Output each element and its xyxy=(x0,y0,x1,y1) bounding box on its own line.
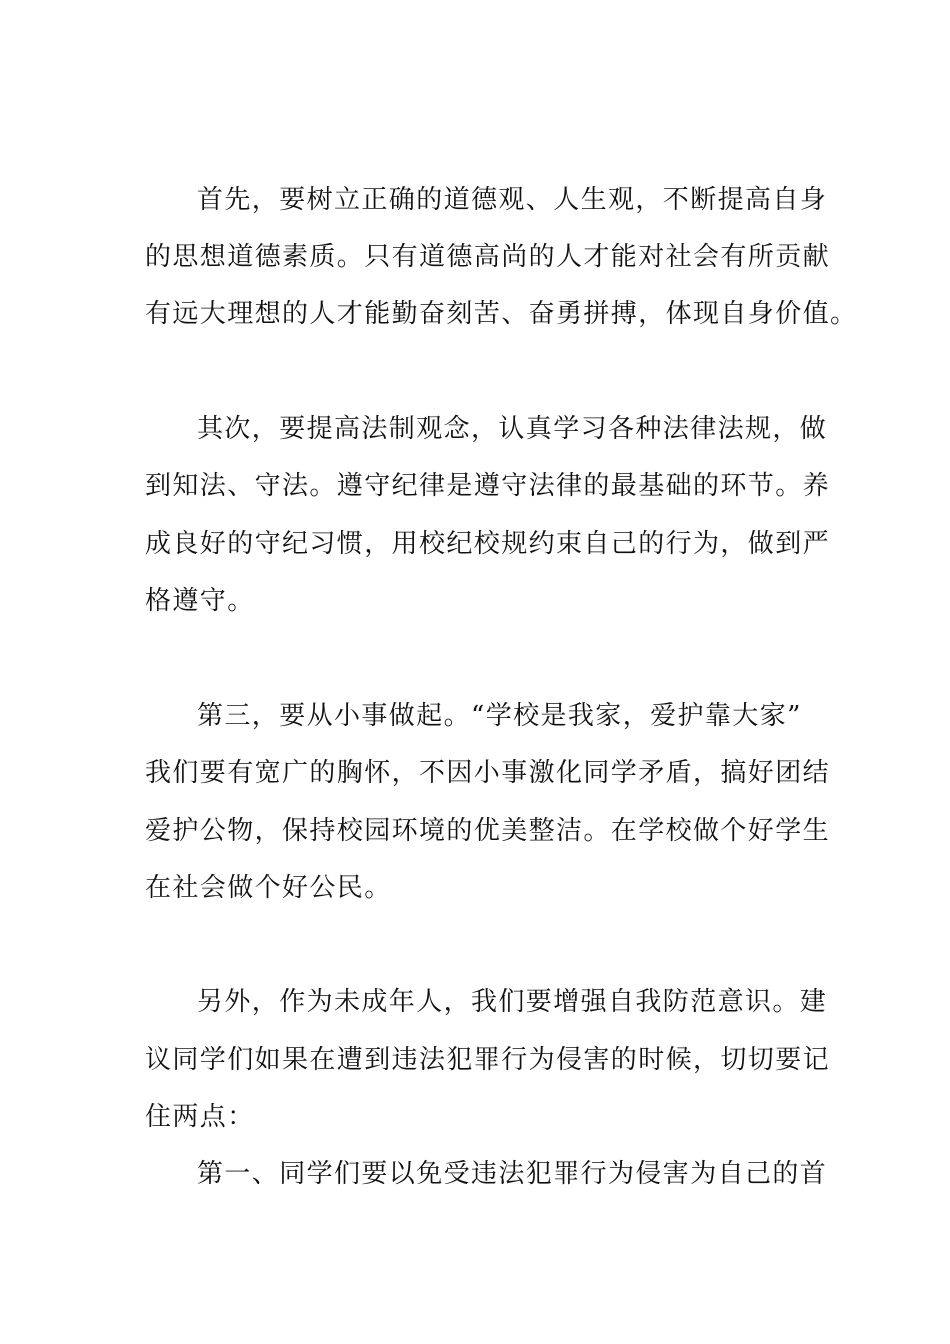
text-line: 另外，作为未成年人，我们要增强自我防范意识。建 xyxy=(197,987,828,1017)
text-line: 第一、同学们要以免受违法犯罪行为侵害为自己的首 xyxy=(197,1159,828,1189)
text-line: 议同学们如果在遭到违法犯罪行为侵害的时候，切切要记 xyxy=(145,1045,831,1075)
text-line: 首先，要树立正确的道德观、人生观，不断提高自身 xyxy=(197,185,828,215)
text-line: 住两点： xyxy=(145,1102,255,1132)
text-line: 其次，要提高法制观念，认真学习各种法律法规，做 xyxy=(197,414,828,444)
text-line: 有远大理想的人才能勤奋刻苦、奋勇拼搏，体现自身价值。 xyxy=(145,299,858,329)
text-line: 格遵守。 xyxy=(145,586,255,616)
text-line: 在社会做个好公民。 xyxy=(145,873,392,903)
text-line: 成良好的守纪习惯，用校纪校规约束自己的行为，做到严 xyxy=(145,529,831,559)
text-line: 爱护公物，保持校园环境的优美整洁。在学校做个好学生 xyxy=(145,816,831,846)
text-line: 我们要有宽广的胸怀，不因小事激化同学矛盾，搞好团结 xyxy=(145,758,831,788)
text-line: 的思想道德素质。只有道德高尚的人才能对社会有所贡献 xyxy=(145,242,831,272)
text-line: 第三，要从小事做起。“学校是我家，爱护靠大家” xyxy=(197,701,802,731)
text-line: 到知法、守法。遵守纪律是遵守法律的最基础的环节。养 xyxy=(145,471,831,501)
